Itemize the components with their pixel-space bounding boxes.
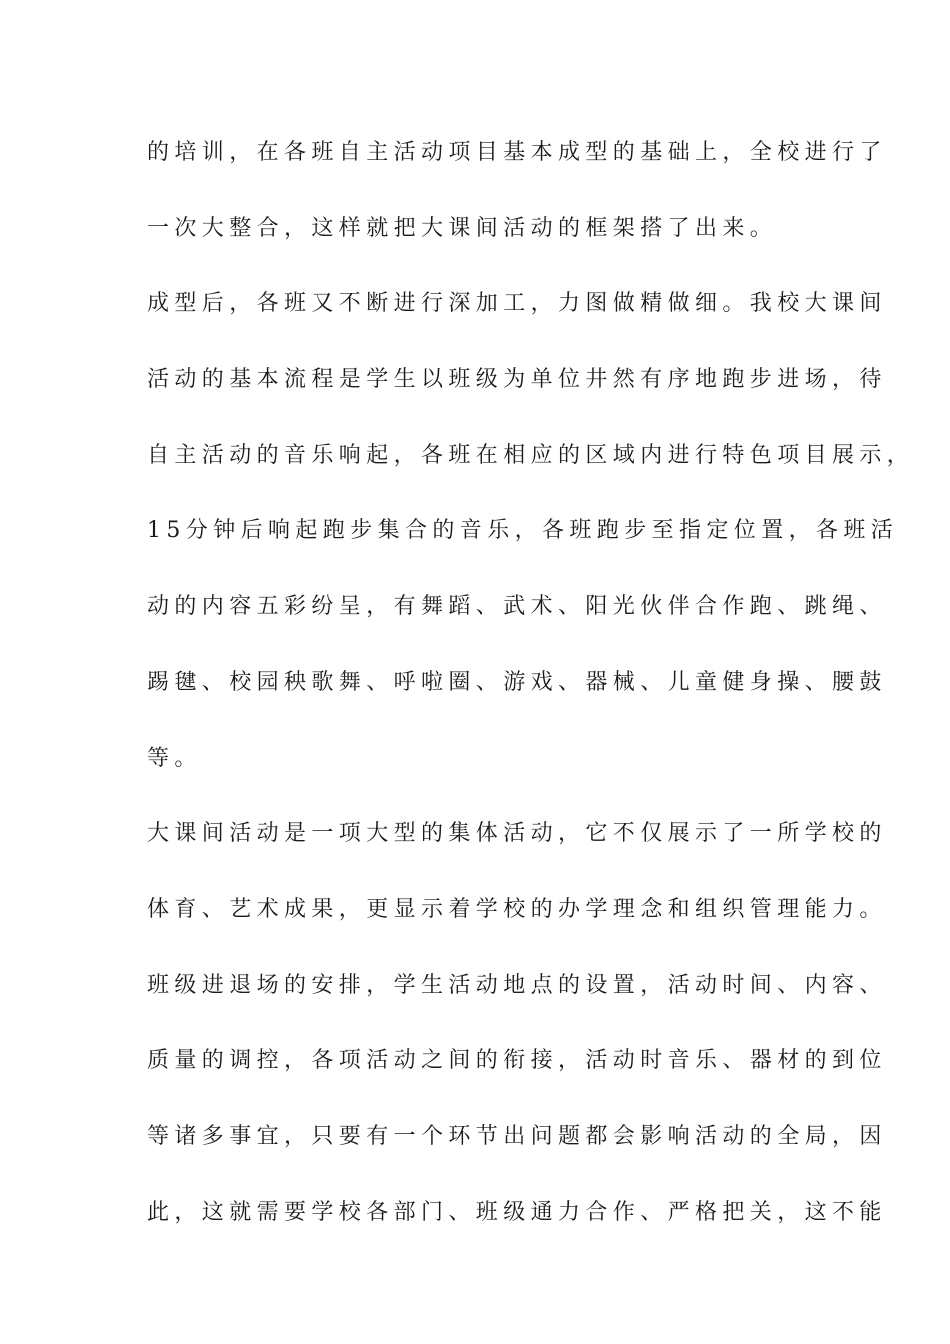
text-line: 质量的调控，各项活动之间的衔接，活动时音乐、器材的到位 [147, 1048, 887, 1074]
text-line: 15分钟后响起跑步集合的音乐，各班跑步至指定位置，各班活 [147, 518, 899, 544]
text-line: 的培训，在各班自主活动项目基本成型的基础上，全校进行了 [147, 140, 887, 165]
body-text [147, 128, 915, 1263]
text-line: 班级进退场的安排，学生活动地点的设置，活动时间、内容、 [147, 972, 887, 998]
text-line: 等。 [147, 745, 202, 771]
text-line: 大课间活动是一项大型的集体活动，它不仅展示了一所学校的 [147, 821, 887, 847]
text-line: 一次大整合，这样就把大课间活动的框架搭了出来。 [147, 215, 778, 241]
text-line: 自主活动的音乐响起，各班在相应的区域内进行特色项目展示， [147, 442, 915, 468]
text-line: 成型后，各班又不断进行深加工，力图做精做细。我校大课间 [147, 291, 887, 317]
text-line: 体育、艺术成果，更显示着学校的办学理念和组织管理能力。 [147, 896, 887, 922]
text-line: 此，这就需要学校各部门、班级通力合作、严格把关，这不能 [147, 1199, 887, 1225]
text-line: 活动的基本流程是学生以班级为单位井然有序地跑步进场，待 [147, 367, 887, 393]
text-line: 踢毽、校园秧歌舞、呼啦圈、游戏、器械、儿童健身操、腰鼓 [147, 669, 887, 695]
text-line: 等诸多事宜，只要有一个环节出问题都会影响活动的全局，因 [147, 1123, 887, 1149]
text-line: 动的内容五彩纷呈，有舞蹈、武术、阳光伙伴合作跑、跳绳、 [147, 594, 887, 620]
